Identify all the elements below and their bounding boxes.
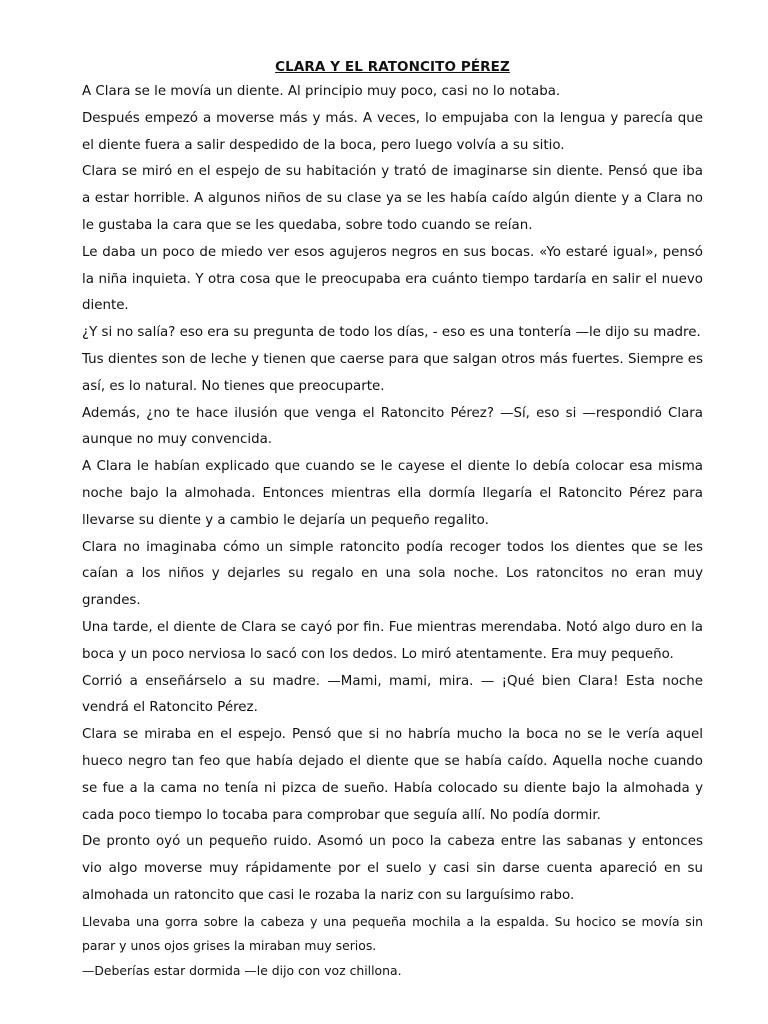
paragraph: Clara se miró en el espejo de su habitación y trató de imaginarse sin diente. Pensó que iba a estar horrible. A algunos niños de su clase ya se les había caído algún diente y a Clara no le gustaba la cara que se les quedaba, sobre todo cuando se reían. bbox=[82, 164, 703, 233]
paragraph: Además, ¿no te hace ilusión que venga el Ratoncito Pérez? —Sí, eso si —respondió Clara aunque no muy convencida. bbox=[82, 405, 703, 448]
paragraph: ¿Y si no salía? eso era su pregunta de todo los días, - eso es una tontería —le dijo su madre. bbox=[82, 325, 701, 341]
paragraph: A Clara le habían explicado que cuando se le cayese el diente lo debía colocar esa misma noche bajo la almohada. Entonces mientras ella dormía llegaría el Ratoncito Pérez para llevarse su diente y a cambio le dejaría un pequeño regalito. bbox=[82, 459, 703, 528]
paragraph-small: Llevaba una gorra sobre la cabeza y una pequeña mochila a la espalda. Su hocico se movía sin parar y unos ojos grises la miraban muy serios. bbox=[82, 913, 703, 954]
paragraph: Tus dientes son de leche y tienen que caerse para que salgan otros más fuertes. Siempre es así, es lo natural. No tienes que preocuparte. bbox=[82, 351, 703, 394]
paragraph-small: —Deberías estar dormida —le dijo con voz chillona. bbox=[82, 962, 402, 978]
document-page bbox=[82, 56, 703, 983]
paragraph: Después empezó a moverse más y más. A veces, lo empujaba con la lengua y parecía que el diente fuera a salir despedido de la boca, pero luego volvía a su sitio. bbox=[82, 110, 703, 153]
paragraph: De pronto oyó un pequeño ruido. Asomó un poco la cabeza entre las sabanas y entonces vio algo moverse muy rápidamente por el suelo y casi sin darse cuenta apareció en su almohada un ratoncito que casi le rozaba la nariz con su larguísimo rabo. bbox=[82, 834, 703, 903]
paragraph: Una tarde, el diente de Clara se cayó por fin. Fue mientras merendaba. Notó algo duro en la boca y un poco nerviosa lo sacó con los dedos. Lo miró atentamente. Era muy pequeño. bbox=[82, 619, 703, 662]
paragraph: Clara se miraba en el espejo. Pensó que si no habría mucho la boca no se le vería aquel hueco negro tan feo que había dejado el diente que se había caído. Aquella noche cuando se fue a la cama no tenía ni pizca de sueño. Había colocado su diente bajo la almohada y cada poco tiempo lo tocaba para comprobar que seguía allí. No podía dormir. bbox=[82, 727, 703, 823]
paragraph: A Clara se le movía un diente. Al principio muy poco, casi no lo notaba. bbox=[82, 84, 561, 99]
paragraph: Le daba un poco de miedo ver esos agujeros negros en sus bocas. «Yo estaré igual», pensó la niña inquieta. Y otra cosa que le preocupaba era cuánto tiempo tardaría en salir el nuevo diente. bbox=[82, 244, 703, 314]
paragraph: Corrió a enseñárselo a su madre. —Mami, mami, mira. — ¡Qué bien Clara! Esta noche vendrá el Ratoncito Pérez. bbox=[82, 673, 703, 716]
document-title: CLARA Y EL RATONCITO PÉREZ bbox=[275, 59, 510, 75]
paragraph: Clara no imaginaba cómo un simple ratoncito podía recoger todos los dientes que se les caían a los niños y dejarles su regalo en una sola noche. Los ratoncitos no eran muy grandes. bbox=[82, 539, 703, 609]
